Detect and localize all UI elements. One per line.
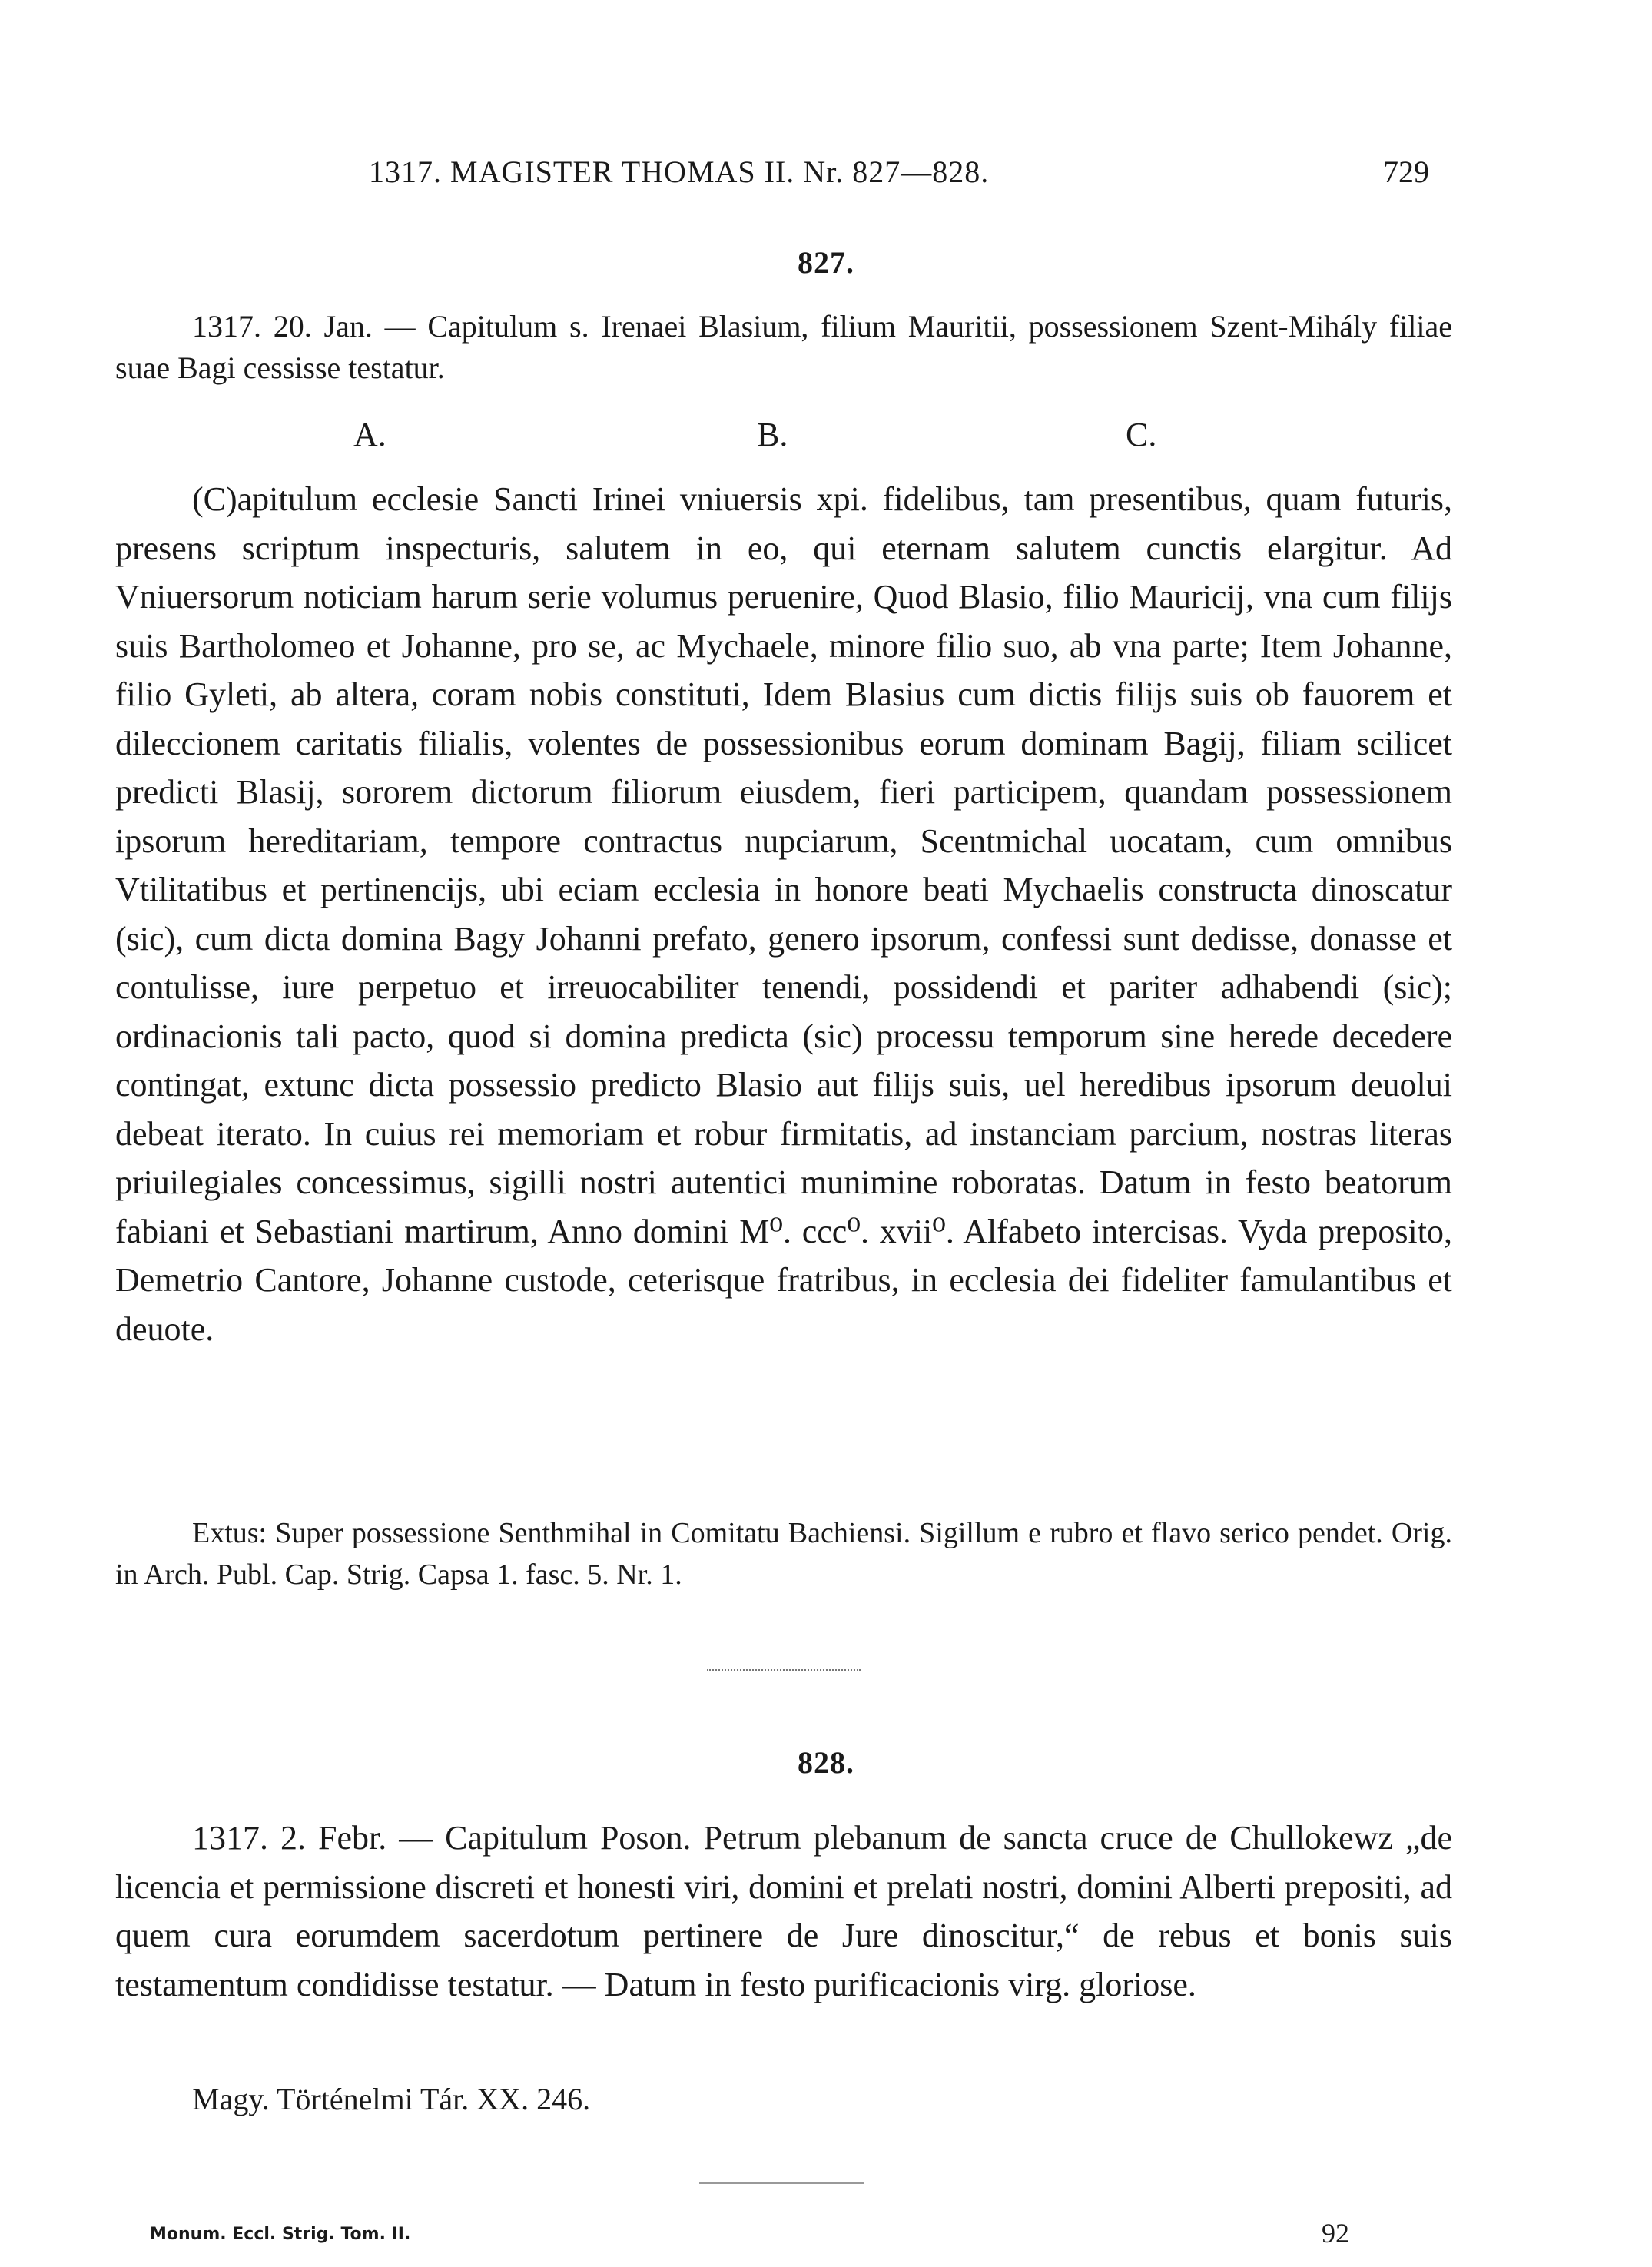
running-head xyxy=(0,154,1652,200)
signature-mark: 92 xyxy=(1322,2218,1349,2249)
source-828-text: Magy. Történelmi Tár. XX. 246. xyxy=(192,2082,591,2116)
entry-number-828: 828. xyxy=(798,1745,854,1780)
entry-number-827: 827. xyxy=(798,245,854,280)
section-separator xyxy=(707,1669,861,1671)
regest-827 xyxy=(115,306,1452,389)
alphabet-mark-c: C. xyxy=(1126,416,1157,453)
alphabet-mark-a: A. xyxy=(353,416,386,453)
note-827-text: Extus: Super possessione Senthmihal in Comitatu Bachiensi. Sigillum e rubro et flavo serico pendet. Orig. in Arch. Publ. Cap. Strig. Capsa 1. fasc. 5. Nr. 1. xyxy=(115,1517,1452,1591)
charter-text-827 xyxy=(115,475,1452,1353)
note-827 xyxy=(115,1512,1452,1595)
page-number: 729 xyxy=(1383,154,1429,189)
end-separator xyxy=(699,2182,864,2184)
charter-text-828 xyxy=(115,1814,1452,2009)
charter-text-827-body: (C)apitulum ecclesie Sancti Irinei vniuersis xpi. fidelibus, tam presentibus, quam futuris, presens scriptum inspecturis, salutem in eo, qui eternam salutem cunctis elargitur. Ad Vniuersorum noticiam harum serie volumus peruenire, Quod Blasio, filio Mauricij, vna cum filijs suis Bartholomeo et Johanne, pro se, ac Mychaele, minore filio suo, ab vna parte; Item Johanne, filio Gyleti, ab altera, coram nobis constituti, Idem Blasius cum dictis filijs suis ob fauorem et dileccionem caritatis filialis, volentes de possessionibus eorum dominam Bagij, filiam scilicet predicti Blasij, sororem dictorum filiorum eiusdem, fieri participem, quandam possessionem ipsorum hereditariam, tempore contractus nupciarum, Scentmichal uocatam, cum omnibus Vtilitatibus et pertinencijs, ubi eciam ecclesia in honore beati Mychaelis constructa dinoscatur (sic), cum dicta domina Bagy Johanni prefato, genero ipsorum, confessi sunt dedisse, donasse et contulisse, iure perpetuo et irreuocabiliter tenendi, possidendi et pariter adhabendi (sic); ordinacionis tali pacto, quod si domina predicta (sic) processu temporum sine herede decedere contingat, extunc dicta possessio predicto Blasio aut filijs suis, uel heredibus ipsorum deuolui debeat iterato. In cuius rei memoriam et robur firmitatis, ad instanciam parcium, nostras literas priuilegiales concessimus, sigilli nostri autentici munimine roboratas. Datum in festo beatorum fabiani et Sebastiani martirum, Anno domini M⁰. ccc⁰. xvii⁰. Alfabeto intercisas. Vyda preposito, Demetrio Cantore, Johanne custode, ceterisque fratribus, in ecclesia dei fideliter famulantibus et deuote. xyxy=(115,480,1452,1348)
charter-text-828-body: 1317. 2. Febr. — Capitulum Poson. Petrum plebanum de sancta cruce de Chullokewz „de licencia et permissione discreti et honesti viri, domini et prelati nostri, domini Alberti prepositi, ad quem cura eorumdem sacerdotum pertinere de Jure dinoscitur,“ de rebus et bonis suis testamentum condidisse testatur. — Datum in festo purificacionis virg. gloriose. xyxy=(115,1819,1452,2003)
source-828 xyxy=(115,2079,1452,2120)
page-footer xyxy=(0,2218,1652,2255)
footer-reference: Monum. Eccl. Strig. Tom. II. xyxy=(150,2225,411,2244)
alphabet-mark-b: B. xyxy=(757,416,788,453)
running-title: 1317. MAGISTER THOMAS II. Nr. 827—828. xyxy=(369,154,990,189)
regest-827-text: 1317. 20. Jan. — Capitulum s. Irenaei Blasium, filium Mauritii, possessionem Szent-Mihály filiae suae Bagi cessisse testatur. xyxy=(115,309,1452,385)
